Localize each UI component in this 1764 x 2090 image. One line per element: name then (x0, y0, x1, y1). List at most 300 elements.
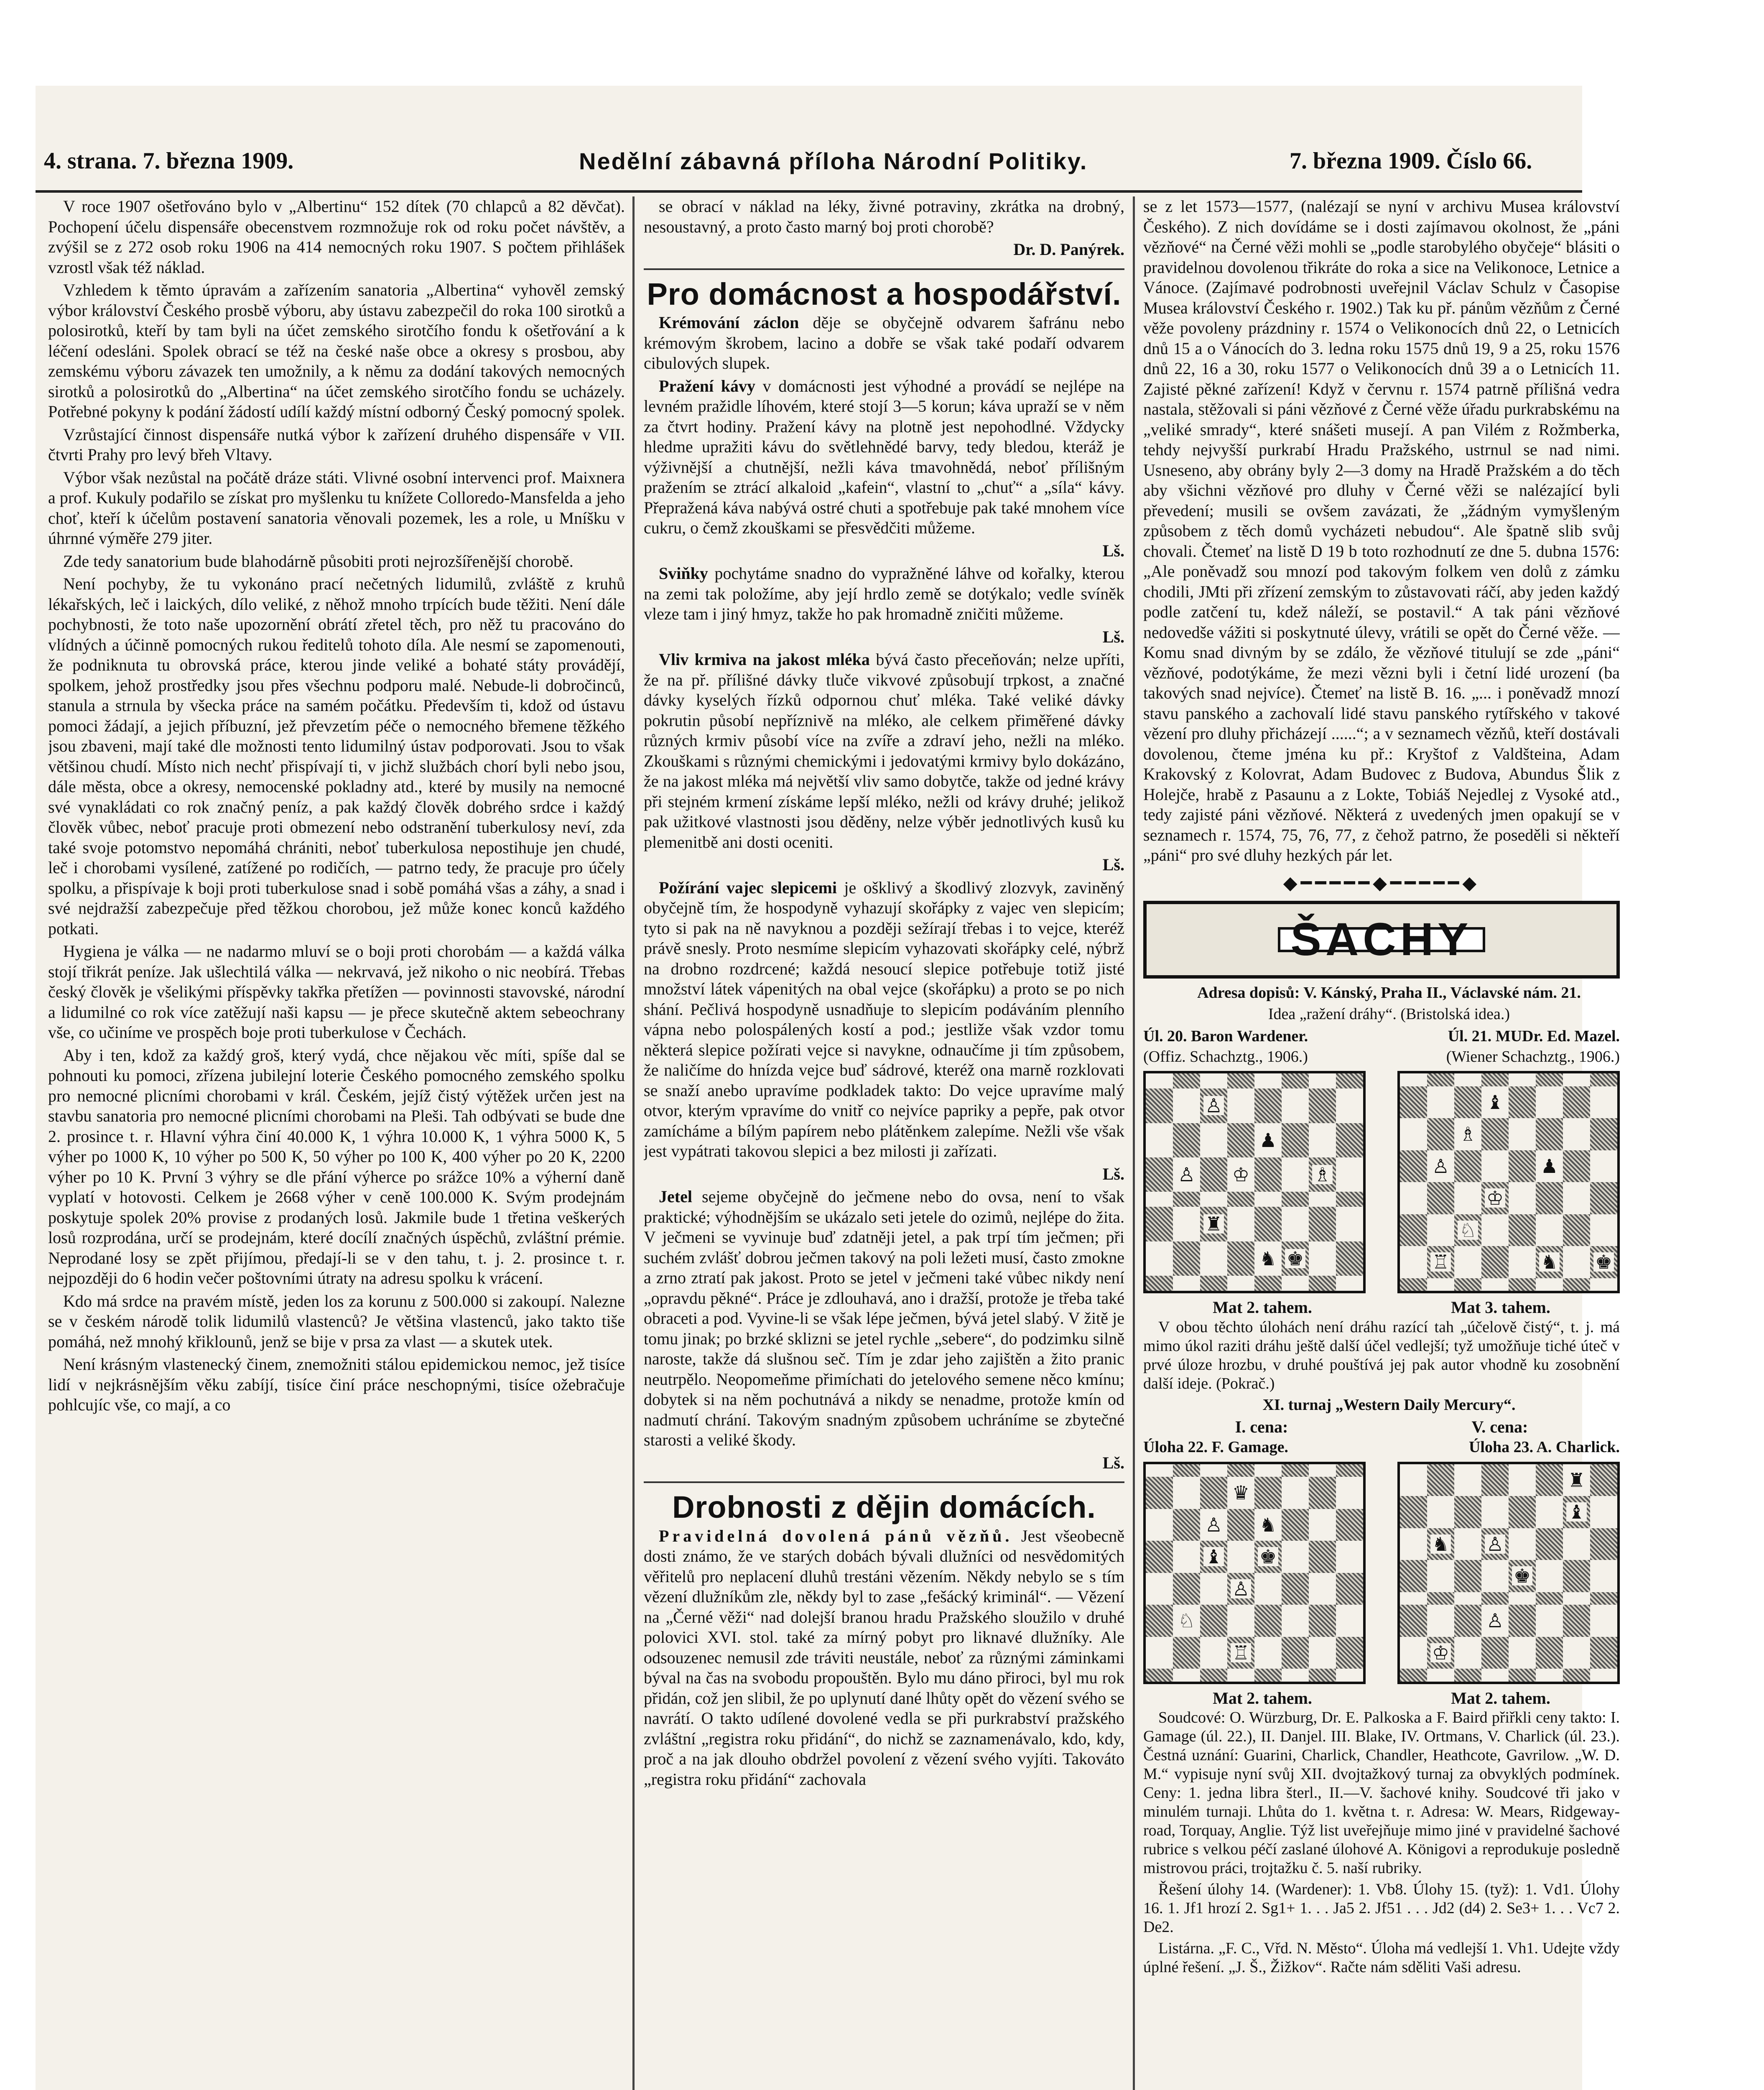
col1-paragraph: Není krásným vlastenecký činem, znemožniti stálou epidemickou nemoc, jež tisíce lidí v nejkrásnějším věku zabíjí, tisíce činí práce neschopnými, tisíce ožebračuje pohlcujíc vše, co mají, a co (48, 1355, 625, 1414)
chess-square (1590, 1560, 1617, 1592)
item-lead: Pražení kávy (659, 376, 755, 395)
chess-square (1309, 1276, 1336, 1291)
chess-square (1481, 1073, 1509, 1086)
chess-square (1536, 1086, 1563, 1119)
chess-square (1200, 1192, 1227, 1207)
chess-square (1227, 1573, 1254, 1605)
chess-square (1254, 1207, 1282, 1241)
chess-square (1509, 1086, 1536, 1119)
chess-square (1590, 1073, 1617, 1086)
chess-square (1400, 1086, 1427, 1119)
item-signature: Lš. (1102, 627, 1124, 646)
problem-20-source: (Offiz. Schachztg., 1906.) (1143, 1048, 1308, 1065)
section-title-household: Pro domácnost a hospodářství. (647, 276, 1122, 311)
chess-square (1254, 1192, 1282, 1207)
chess-square (1282, 1157, 1309, 1192)
chess-square (1481, 1560, 1509, 1592)
item-text: bývá často přeceňován; nelze upříti, že na př. přílišné dávky tluče vikvové způsobují trpkost, a značné dávky kyselých řízků odpornou chuť mléka. Také veliké dávky pokrutin působí nepříznivě na mléko, ale celkem přiměřené dávky různých krmiv působí více na zvíře a zdraví jeho, nežli na mléko. Zkouškami s různými chemickými i jedovatými krmivy bylo dokázáno, že na jakost mléka má největší vliv samo dobytče, takže od jedné krávy při stejném krmení získáme lepší mléko, nežli od krávy druhé; jelikož pak užitkové vlastnosti jsou děděny, nelze výběr jednotlivých kusů ku plemenitbě ani dosti oceniti. (644, 650, 1124, 851)
column-divider (1133, 196, 1135, 2090)
chess-square (1590, 1246, 1617, 1278)
chess-square (1282, 1541, 1309, 1573)
chess-square (1336, 1192, 1363, 1207)
chess-square (1309, 1123, 1336, 1157)
chess-square (1227, 1669, 1254, 1682)
chess-square (1282, 1637, 1309, 1669)
chess-square (1146, 1192, 1173, 1207)
chess-square (1227, 1605, 1254, 1637)
chess-square (1563, 1246, 1590, 1278)
chess-square (1146, 1123, 1173, 1157)
item-text: sejeme obyčejně do ječmene nebo do ovsa, není to však praktické; výhodnějším se ukázalo seti jetele do ozimů, nejlépe do žita. V ječmeni se vyvinuje buď zdatněji jetel, a pak trpí tím ječmen; při suchém zvlášť dobrou ječmen takový na poli ležeti musí, často zmokne a zrno ztratí pak jakost. Proto se jetel v ječmeni také vůbec nikdy není „opravdu pěkné“. Práce je zdlouhavá, ano i dražší, protože je třeba také obraceti a pod. Vyvine-li se však lépe ječmen, bývá jetel slabý. V žitě je tomu jinak; po brzké sklizni se jetel rychle „sebere“, do podzimku silně naroste, takže dá slušnou seč. Tím je zdar jeho zajištěn a žito pranic neutrpělo. Neopomeňme přimíchati do jetelového semene něco kmínu; dobytek si na něm pochutnává a nikdy se nenadme, protože kmín od nadmutí chrání. Takovým snadným způsobem uchráníme se zbytečné starosti a veliké škody. (644, 1187, 1124, 1449)
chess-idea: Idea „ražení dráhy“. (Bristolská idea.) (1268, 1005, 1510, 1023)
chess-square (1536, 1528, 1563, 1560)
chess-square (1336, 1207, 1363, 1241)
chess-square (1536, 1669, 1563, 1682)
chess-square (1254, 1573, 1282, 1605)
chess-piece: ♜ (1203, 1214, 1224, 1234)
household-item (644, 878, 1124, 1162)
item-lead: Jetel (659, 1187, 692, 1206)
chess-square (1227, 1192, 1254, 1207)
chess-square (1590, 1278, 1617, 1291)
chess-piece: ♝ (1485, 1093, 1505, 1112)
chess-square (1454, 1464, 1481, 1496)
chess-square (1536, 1073, 1563, 1086)
chess-square (1454, 1118, 1481, 1150)
chess-square (1254, 1637, 1282, 1669)
chess-square (1282, 1669, 1309, 1682)
chess-square (1227, 1464, 1254, 1477)
chess-square (1282, 1192, 1309, 1207)
chess-square (1509, 1246, 1536, 1278)
chess-square (1509, 1496, 1536, 1528)
col2-intro: se obrací v náklad na léky, živné potraviny, zkrátka na drobný, nesoustavný, a proto často marný boj proti chorobě? (644, 197, 1124, 236)
chess-square (1563, 1592, 1590, 1605)
mate-captions-row-2 (1143, 1688, 1620, 1709)
chess-square (1590, 1118, 1617, 1150)
chess-piece: ♝ (1566, 1502, 1587, 1522)
history-item (644, 1526, 1124, 1790)
prize-label: V. cena: (1471, 1417, 1528, 1436)
chess-square (1146, 1669, 1173, 1682)
problem-20-title: Úl. 20. Baron Wardener. (1143, 1027, 1308, 1045)
problem-sources-row-1 (1143, 1047, 1620, 1067)
chess-square (1400, 1464, 1427, 1496)
chess-square (1563, 1560, 1590, 1592)
chess-square (1146, 1509, 1173, 1541)
chess-square (1254, 1276, 1282, 1291)
column-1 (48, 196, 625, 2090)
chess-square (1454, 1086, 1481, 1119)
chess-square (1173, 1464, 1200, 1477)
chess-square (1590, 1637, 1617, 1669)
chess-square (1173, 1541, 1200, 1573)
chess-piece: ♙ (1203, 1096, 1224, 1115)
col1-paragraph: Kdo má srdce na pravém místě, jeden los za korunu z 500.000 si zakoupí. Nalezne se v českém národě tolik lidumilů vlastenců? Je většina vlastenců, jako takto tiše pomáhá, než mnohý křiklounů, jenž se bije v prsa za vlast — a skutek utek. (48, 1291, 625, 1351)
chess-square (1590, 1528, 1617, 1560)
chess-square (1509, 1464, 1536, 1496)
chess-piece: ♟ (1258, 1131, 1278, 1150)
chess-square (1309, 1477, 1336, 1509)
chess-square (1536, 1637, 1563, 1669)
chess-square (1309, 1509, 1336, 1541)
chess-square (1563, 1605, 1590, 1637)
chess-square (1309, 1207, 1336, 1241)
chess-square (1563, 1278, 1590, 1291)
chess-square (1200, 1123, 1227, 1157)
household-item (644, 1187, 1124, 1450)
chess-square (1309, 1541, 1336, 1573)
chess-square (1536, 1118, 1563, 1150)
chess-square (1427, 1246, 1454, 1278)
chess-square (1590, 1605, 1617, 1637)
chess-address: Adresa dopisů: V. Kánský, Praha II., Václavské nám. 21. (1197, 984, 1581, 1002)
chess-square (1454, 1182, 1481, 1214)
chess-square (1509, 1560, 1536, 1592)
chess-square (1173, 1605, 1200, 1637)
col1-paragraph: Aby i ten, kdož za každý groš, který vydá, chce nějakou věc míti, spíše dal se pohnouti ku pomoci, zřízena jubilejní loterie Českého pomocného zemského spolku pro nemocné plicními chorobami v král. Českém, jejíž čistý výtěžek určen jest na stavbu sanatoria pro nemocné plicními chorobami na Pleši. Tah odbývati se bude dne 2. prosince t. r. Hlavní výhra činí 40.000 K, 1 výhra 10.000 K, 1 výhra 5000 K, 5 výher po 1000 K, 10 výher po 500 K, 50 výher po 100 K, 400 výher po 20 K, 2200 výher po 10 K. První 3 výhry se dle přání výherce po srážce 10% a výherní daně vyplatí v hotovosti. Celkem je 2668 výher v ceně 100.000 K. Svým prodejnám poskytuje spolek 20% provise z prodaných losů. Jakmile bude 1 třetina veškerých losů rozprodána, určí se prodejnám, které docílí značných úspěchů, zvláštní prémie. Neprodané losy se zpět přijímou, předají-li se v den tahu, t. j. 2. prosince t. r. nejpozději do 6 hodin večer poštovními útraty na adresu spolku k vrácení. (48, 1045, 625, 1287)
chess-square (1200, 1088, 1227, 1123)
chess-square (1336, 1541, 1363, 1573)
chess-square (1427, 1669, 1454, 1682)
chess-square (1536, 1246, 1563, 1278)
chess-square (1563, 1086, 1590, 1119)
chess-square (1454, 1560, 1481, 1592)
chess-square (1227, 1477, 1254, 1509)
chess-square (1336, 1088, 1363, 1123)
chess-square (1509, 1150, 1536, 1183)
chess-square (1590, 1669, 1617, 1682)
chess-square (1254, 1073, 1282, 1088)
chess-square (1336, 1073, 1363, 1088)
chess-square (1200, 1477, 1227, 1509)
chess-square (1427, 1150, 1454, 1183)
chess-square (1146, 1073, 1173, 1088)
chess-square (1454, 1528, 1481, 1560)
col3-history-continued: se z let 1573—1577, (nalézají se nyní v archivu Musea království Českého). Z nich dovídáme se i dosti zajímavou okolnost, že „páni vězňové“ na Černé věži mohli se „podle starobylého obyčeje“ blásiti o pravidelnou dovolenou třikráte do roka a sice na Velikonoce, Letnice a Vánoce. (Zajímavé podrobnosti uveřejnil Václav Schulz v Časopise Musea království Českého r. 1902.) Tak ku př. pánům vězňům z Černé věže povoleny prázdniny r. 1574 o Velikonocích dnů 22, o Letnicích dnů 15 a o Vánocích do 3. ledna roku 1575 dnů 19, 9 a 25, roku 1576 dnů 22, 16 a 30, roku 1577 o Velikonocích dnů 39 a o Letnicích 11. Zajisté pěkné zařízení! Když v červnu r. 1574 patrně přílišná vedra nastala, stěžovali si páni vězňové z Černé věže úřadu purkrabskému na „veliké smrady“, které snášeti musejí. A pan Vilém z Rožmberka, tehdy nejvyšší purkrabí Hradu Pražského, ustrnul se nad nimi. Usneseno, aby obrány byly 2—3 domy na Hradě Pražském a do těch aby všichni vězňové pro dluhy v Černé věži se nalézající byli převedení; musili se ovšem zavázati, že „žádným vymyšleným způsobem z těch domů vycházeti nebudou“. Ale špatně slib svůj chovali. Čtemeť na listě D 19 b toto rozhodnutí ze dne 5. dubna 1576: „Ale poněvadž sou mnozí pod takovým folkem ven dolů z zámku chodili, JMti při zřízení zemským to zůstavovati ráčí, aby jeden každý podle zatčení tu, kdež náleží, se postavil.“ A tak páni vězňové nedovedše vážiti si poskytnuté úlevy, vrátili se opět do Černé věže. — Komu snad divným by se zdálo, že vězňové titulují se zde „páni“ vězňové, podotýkáme, že mezi vězni byli i četní lidé urození (ba takových snad nejvíce). Čtemeť na listě B. 16. „... i poněvadž mnozí stavu panského a zachovalí lidé stavu panského rytířského v takové vězení pro dluhy přicházejí ......“; a v seznamech vězňů, kteří dostávali dovolenou, čteme jména ku př.: Kryštof z Valdšteina, Adam Krakovský z Kolovrat, Adam Budovec z Budova, Abundus Šlik z Holejče, hrabě z Pasaunu a z Lokte, Tobiáš Nejedlej z Vysoké atd., tedy zajisté páni vězňové. Některá z uvedených jmen opakují se v seznamech r. 1574, 75, 76, 77, z čehož patrno, že poseděli si někteří „páni“ pro své dluhy hezkých pár let. (1143, 197, 1620, 864)
chess-piece: ♛ (1231, 1483, 1251, 1502)
chess-square (1200, 1207, 1227, 1241)
chess-square (1282, 1605, 1309, 1637)
chess-piece: ♞ (1258, 1515, 1278, 1534)
prize-row (1143, 1417, 1620, 1438)
chess-square (1146, 1477, 1173, 1509)
chess-square (1427, 1278, 1454, 1291)
chess-square (1173, 1276, 1200, 1291)
chess-square (1481, 1278, 1509, 1291)
chess-square (1336, 1637, 1363, 1669)
chess-square (1200, 1073, 1227, 1088)
problem-21-source: (Wiener Schachztg., 1906.) (1446, 1048, 1620, 1065)
chess-square (1173, 1157, 1200, 1192)
chess-square (1454, 1214, 1481, 1246)
mate-caption: Mat 3. tahem. (1451, 1298, 1550, 1317)
chess-piece: ♜ (1566, 1471, 1587, 1490)
problem-22-title: Úloha 22. F. Gamage. (1143, 1438, 1288, 1456)
chess-square (1227, 1637, 1254, 1669)
section-rule (644, 268, 1124, 270)
chess-square (1282, 1464, 1309, 1477)
chess-square (1200, 1605, 1227, 1637)
chess-piece: ♘ (1458, 1221, 1478, 1240)
chess-square (1481, 1086, 1509, 1119)
item-lead: Sviňky (659, 564, 708, 583)
history-text: Jest všeobecně dosti známo, že ve starých dobách bývali dlužníci od nesvědomitých věřitelů pro neplacení dluhů trestáni vězením. Někdy nebylo se s tím vězení dlužníkům zle, někdy byl to zase „fešácký kriminál“. — Vězení na „Černé věži“ nad dolejší branou hradu Pražského sloužilo v druhé polovici XVI. stol. také za mírný pobyt pro liknavé dlužníky. Ale odsouzenec nemusil zde tráviti neustále, neboť za různými záminkami býval na čas na svobodu propouštěn. Bylo mu dáno přiroci, byl mu rok přidán, což jen slibil, že po uplynutí dané lhůty opět do vězení svého se navrátí. O takto udílené dovolené vedla se při purkrabství pražského zvláštní „registra roku přidání“, do nichž se zaznamenávalo, kdo, kdy, proč a na jak dlouho obdržel povolení z vězení svého vyjíti. Takováto „registra roku přidání“ zachovala (644, 1526, 1124, 1789)
chess-piece: ♔ (1430, 1643, 1451, 1662)
chess-square (1173, 1088, 1200, 1123)
chess-square (1509, 1278, 1536, 1291)
col1-paragraph: Zde tedy sanatorium bude blahodárně působiti proti nejrozšířenější chorobě. (63, 551, 574, 571)
column-divider (632, 196, 635, 2090)
chess-square (1173, 1123, 1200, 1157)
mate-caption: Mat 2. tahem. (1213, 1298, 1312, 1317)
chess-square (1427, 1214, 1454, 1246)
boards-row-1 (1143, 1071, 1620, 1293)
chess-square (1309, 1088, 1336, 1123)
chess-square (1173, 1573, 1200, 1605)
chess-square (1282, 1477, 1309, 1509)
chess-square (1481, 1214, 1509, 1246)
chess-square (1200, 1573, 1227, 1605)
chess-square (1481, 1182, 1509, 1214)
chess-square (1454, 1246, 1481, 1278)
chess-square (1454, 1150, 1481, 1183)
chess-square (1336, 1573, 1363, 1605)
header-title: Nedělní zábavná příloha Národní Politiky. (579, 148, 1088, 174)
chess-square (1200, 1157, 1227, 1192)
chess-square (1282, 1088, 1309, 1123)
section-title-history: Drobnosti z dějin domácích. (672, 1490, 1096, 1524)
chess-square (1481, 1118, 1509, 1150)
chess-square (1563, 1669, 1590, 1682)
chess-square (1146, 1157, 1173, 1192)
chess-piece: ♔ (1231, 1165, 1251, 1184)
chess-square (1509, 1669, 1536, 1682)
chess-square (1336, 1669, 1363, 1682)
item-signature: Lš. (1102, 1453, 1124, 1472)
tourney-title: XI. turnaj „Western Daily Mercury“. (1262, 1396, 1516, 1414)
chess-board-23 (1397, 1462, 1620, 1684)
chess-square (1481, 1246, 1509, 1278)
chess-square (1254, 1541, 1282, 1573)
col1-paragraph: V roce 1907 ošetřováno bylo v „Albertinu“ 152 dítek (70 chlapců a 82 děvčat). Pochopení účelu dispensáře obecenstvem rozmnožuje rok od roku počet návštěv, a zvýšil se z 272 osob roku 1906 na 414 nemocných roku 1907. S počtem přihlášek vzrostl však též náklad. (48, 197, 625, 277)
chess-square (1400, 1637, 1427, 1669)
chess-square (1536, 1605, 1563, 1637)
chess-square (1481, 1669, 1509, 1682)
chess-square (1173, 1241, 1200, 1276)
chess-square (1509, 1528, 1536, 1560)
column-2 (644, 196, 1124, 2090)
col1-paragraph: Není pochyby, že tu vykonáno prací nečetných lidumilů, zvláště z kruhů lékařských, leč i laických, dílo veliké, z něhož mnoho trpících bude těžiti. Není dále pochybnosti, že toto naše upozornění obrátí zřetel těch, pro něž tu pracováno do vlídných a účinně pomocných rukou ředitelů tohoto díla. Ale nesmí se zapomenouti, že podniknuta tu obrovská práce, kterou jinde veliké a bohaté státy provádějí, spolkem, jehož prostředky jsou přes všechnu podporu malé. Nebude-li dobročinců, stanula a strnula by všecka práce na samém počátku. Především ti, kdož od ústavu pomoci žádají, a jejich příbuzní, jež převzetím péče o nemocného břemene těžkého jsou zbaveni, mají také dle možnosti tento lidumilný ústav podporovati. Jsou to však většinou chudí. Místo nich nechť přispívají ti, v jichž službách chorí byli nebo jsou, dále města, obce a okresy, nemocenské pokladny atd., které by musily na nemocné své vynakládati co rok značný peníz, a pak každý člověk dobrého srdce i každý člověk vůbec, neboť pracuje proti obmezení nebo odstranění tuberkulosy neví, zda také svoje potomstvo nepomáhá chrániti, neboť tuberkulosa nepostihuje jen chudé, leč i chorobami vysílené, zatížené po rodičích, — patrno tedy, že pracuje pro účely spolku, a přispívaje k boji proti tuberkulose snad i sobě pomáhá všas a záhy, a snad i své nejdražší zabezpečuje před těžkou chorobou, jež může konec konců každého potkati. (48, 574, 625, 938)
chess-square (1427, 1182, 1454, 1214)
item-text: je ošklivý a škodlivý zlozvyk, zaviněný obyčejně tím, že hospodyně vyhazují skořápky z vajec ven slepicím; tyto si pak na ně navyknou a později sežírají třebas i to vejce, kteréž právě snesly. Proto nesmíme slepicím vyhazovati skořápky celé, nýbrž na drobno rozdrcené; každá nesoucí slepice potřebuje totiž jisté množství látek vápenitých na obal vejce (skořápku) a proto se po nich shání. Pečlivá hospodyně usnadňuje to slepicím podáváním plenního vápna nebo polospálených kostí a pod.; jestliže však vzdor tomu některá slepice požírati vejce si navykne, odnaučíme ji tím způsobem, že naličíme do hnízda vejce buď sádrové, kteréž ona marně rozklovati se snaží anebo upravíme podkladek takto: Do vejce upravíme malý otvor, kterým vpravíme do vnitř co nejvíce papriky a pepře, pak otvor zamícháme a bílým papírem nebo plátěnkem zalepíme. Nežli vše však jest vypátrati takovou slepici a bez milosti ji zařízati. (644, 878, 1124, 1160)
chess-square (1427, 1496, 1454, 1528)
chess-square (1173, 1669, 1200, 1682)
boards-row-2 (1143, 1462, 1620, 1684)
chess-square (1282, 1509, 1309, 1541)
chess-square (1282, 1241, 1309, 1276)
chess-square (1400, 1528, 1427, 1560)
mate-captions-row-1 (1143, 1297, 1620, 1318)
chess-square (1427, 1118, 1454, 1150)
chess-square (1509, 1214, 1536, 1246)
chess-square (1590, 1182, 1617, 1214)
item-text: pochytáme snadno do vypražněné láhve od kořalky, kterou na zemi tak položíme, aby její hrdlo země se dotýkalo; vedle svíněk vleze tam i jiný hmyz, takže ho pak hromadně zničiti můžeme. (644, 564, 1124, 623)
chess-piece: ♚ (1593, 1252, 1614, 1272)
chess-square (1427, 1086, 1454, 1119)
chess-square (1227, 1509, 1254, 1541)
chess-square (1282, 1073, 1309, 1088)
chess-square (1590, 1214, 1617, 1246)
problem-titles-row-1 (1143, 1026, 1620, 1047)
chess-piece: ♚ (1258, 1547, 1278, 1566)
chess-square (1400, 1605, 1427, 1637)
chess-square (1509, 1182, 1536, 1214)
household-item (644, 376, 1124, 538)
problem-titles-row-2 (1143, 1437, 1620, 1458)
chess-square (1536, 1592, 1563, 1605)
chess-square (1146, 1573, 1173, 1605)
item-lead: Požírání vajec slepicemi (659, 878, 837, 897)
chess-square (1146, 1637, 1173, 1669)
chess-piece: ♙ (1430, 1157, 1451, 1176)
chess-square (1563, 1150, 1590, 1183)
col2-intro-signature: Dr. D. Panýrek. (1013, 240, 1124, 259)
chess-square (1200, 1241, 1227, 1276)
chess-piece: ♙ (1485, 1534, 1505, 1554)
household-item (644, 563, 1124, 624)
chess-piece: ♞ (1258, 1249, 1278, 1268)
chess-square (1454, 1605, 1481, 1637)
item-text: v domácnosti jest výhodné a provádí se nejlépe na levném pražidle líhovém, které stojí 3—5 korun; káva upraží se v něm za čtvrt hodiny. Pražení kávy na plotně jest nepohodlné. Vždycky hledme upražiti kávu do světlehnědé barvy, tedy bledou, kteráž je výživnější a chutnější, nežli káva tmavohnědá, neboť přílišným pražením se ztrácí alkaloid „kafein“, vlastní to „chuť“ a „síla“ kávy. Přepražená káva nabývá ostré chuti a spotřebuje pak také mnohem více cukru, o čemž zkouškami se přesvědčiti můžeme. (644, 376, 1124, 537)
chess-square (1336, 1605, 1363, 1637)
chess-square (1400, 1669, 1427, 1682)
col1-paragraph: Hygiena je válka — ne nadarmo mluví se o boji proti chorobám — a každá válka stojí třikrát peníze. Jak ušlechtilá válka — nekrvavá, jež nikoho o nic neobírá. Třebas český člověk je všelikými příspěvky takřka přetížen — povinnosti stavovské, národní a lidumilné co rok více zatěžují naši kapsu — je přece skutečně aktem sebeochrany vše, co učiníme ve prospěch boje proti tuberkulose v Čechách. (48, 942, 625, 1042)
chess-square (1509, 1592, 1536, 1605)
chess-piece: ♟ (1539, 1157, 1560, 1176)
chess-square (1481, 1637, 1509, 1669)
column-3 (1143, 196, 1620, 2090)
chess-note: V obou těchto úlohách není dráhu razící tah „účelově čistý“, t. j. má mimo úkol raziti dráhu ještě další účel vedlejší; tyž umožňuje tiché úteč v prvé úloze hrozbu, v druhé pouštívá jej pak autor vhodně ku zosobnění další ideje. (Pokrač.) (1143, 1318, 1620, 1392)
chess-square (1254, 1464, 1282, 1477)
chess-square (1400, 1073, 1427, 1086)
chess-square (1427, 1560, 1454, 1592)
chess-square (1563, 1464, 1590, 1496)
page-header (36, 140, 1582, 193)
tourney-judges: Soudcové: O. Würzburg, Dr. E. Palkoska a F. Baird přiřkli ceny takto: I. Gamage (úl. 22.), II. Danjel. III. Blake, IV. Ortmans, V. Charlick (úl. 23.). Čestná uznání: Guarini, Charlick, Chandler, Heathcote, Gavrilow. „W. D. M.“ vypisuje nyní svůj XII. dvojtažkový turnaj za obvyklých podmínek. Ceny: 1. jedna libra šterl., II.—V. šachové knihy. Soudcové tři jako v minulém turnaji. Lhůta do 1. května t. r. Adresa: W. Mears, Ridgeway-road, Torquay, Anglie. Týž list uveřejňuje mimo jiné v pravidelné šachové rubrice s velkou péčí zaslané úlohové A. Königovi a reprodukuje posledně mistrovou práci, trojtažku č. 5. naší rubriky. (1143, 1709, 1620, 1877)
chess-square (1336, 1157, 1363, 1192)
chess-board-21 (1397, 1071, 1620, 1293)
chess-square (1590, 1464, 1617, 1496)
item-signature: Lš. (1102, 855, 1124, 874)
chess-square (1336, 1241, 1363, 1276)
chess-square (1227, 1088, 1254, 1123)
item-lead: Vliv krmiva na jakost mléka (659, 650, 870, 669)
chess-square (1309, 1464, 1336, 1477)
chess-board-20 (1143, 1071, 1366, 1293)
chess-square (1227, 1207, 1254, 1241)
chess-square (1400, 1592, 1427, 1605)
chess-square (1282, 1276, 1309, 1291)
chess-square (1309, 1573, 1336, 1605)
problem-23-title: Úloha 23. A. Charlick. (1468, 1438, 1620, 1456)
chess-square (1563, 1528, 1590, 1560)
chess-square (1146, 1241, 1173, 1276)
section-rule (644, 1481, 1124, 1483)
chess-square (1563, 1073, 1590, 1086)
col1-paragraph: Výbor však nezůstal na počátě dráze státi. Vlivné osobní intervenci prof. Maixnera a prof. Kukuly podařilo se získat pro myšlenku tu knížete Colloredo-Mansfelda a jeho choť, kteří k účelům postavení sanatoria věnovali pozemek, les a role, u Mníšku v úhrnné výměře 279 jiter. (48, 468, 625, 548)
chess-square (1536, 1182, 1563, 1214)
chess-square (1400, 1182, 1427, 1214)
chess-square (1200, 1541, 1227, 1573)
chess-piece: ♗ (1312, 1165, 1333, 1184)
chess-square (1173, 1207, 1200, 1241)
chess-piece: ♔ (1485, 1188, 1505, 1208)
chess-square (1427, 1592, 1454, 1605)
chess-square (1254, 1605, 1282, 1637)
chess-square (1336, 1477, 1363, 1509)
chess-piece: ♙ (1485, 1611, 1505, 1630)
mate-caption: Mat 2. tahem. (1451, 1688, 1550, 1708)
chess-square (1427, 1464, 1454, 1496)
chess-square (1254, 1157, 1282, 1192)
chess-square (1454, 1278, 1481, 1291)
chess-square (1200, 1276, 1227, 1291)
chess-square (1173, 1073, 1200, 1088)
chess-piece: ♙ (1176, 1165, 1197, 1184)
chess-square (1400, 1118, 1427, 1150)
chess-heading: ŠACHY (1278, 927, 1485, 953)
chess-square (1227, 1541, 1254, 1573)
household-item (644, 650, 1124, 852)
chess-square (1563, 1637, 1590, 1669)
chess-square (1309, 1669, 1336, 1682)
problem-21-title: Úl. 21. MUDr. Ed. Mazel. (1448, 1027, 1620, 1045)
chess-square (1427, 1637, 1454, 1669)
chess-square (1400, 1278, 1427, 1291)
chess-square (1454, 1592, 1481, 1605)
chess-square (1400, 1560, 1427, 1592)
chess-square (1282, 1123, 1309, 1157)
chess-square (1454, 1669, 1481, 1682)
chess-square (1146, 1276, 1173, 1291)
chess-square (1509, 1118, 1536, 1150)
chess-piece: ♝ (1203, 1547, 1224, 1566)
chess-square (1536, 1560, 1563, 1592)
prize-label: I. cena: (1235, 1417, 1288, 1436)
chess-square (1227, 1276, 1254, 1291)
chess-square (1227, 1123, 1254, 1157)
chess-square (1563, 1118, 1590, 1150)
chess-piece: ♚ (1512, 1566, 1532, 1585)
chess-square (1590, 1150, 1617, 1183)
chess-square (1200, 1637, 1227, 1669)
chess-square (1227, 1157, 1254, 1192)
chess-square (1400, 1214, 1427, 1246)
chess-square (1146, 1088, 1173, 1123)
chess-square (1509, 1605, 1536, 1637)
chess-piece: ♚ (1285, 1249, 1305, 1268)
chess-board-22 (1143, 1462, 1366, 1684)
chess-square (1400, 1246, 1427, 1278)
chess-square (1590, 1496, 1617, 1528)
chess-square (1200, 1509, 1227, 1541)
chess-square (1254, 1477, 1282, 1509)
chess-piece: ♖ (1430, 1252, 1451, 1272)
chess-square (1173, 1192, 1200, 1207)
chess-square (1336, 1464, 1363, 1477)
chess-square (1173, 1477, 1200, 1509)
